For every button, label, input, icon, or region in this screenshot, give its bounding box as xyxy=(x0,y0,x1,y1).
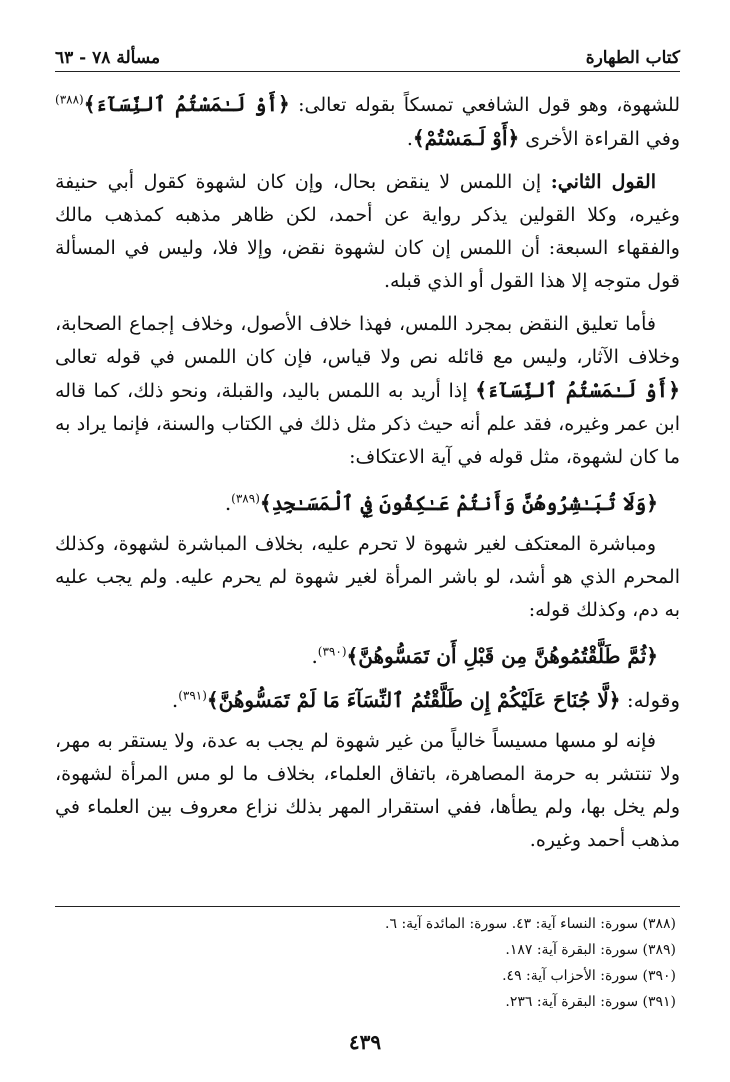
section-lead: القول الثاني: xyxy=(550,171,656,193)
quran-verse: ﴿أَوْ لَـمَسْتُمْ﴾ xyxy=(412,126,520,150)
verse-line-390 xyxy=(55,637,680,675)
quran-verse: ﴿ثُمَّ طَلَّقْتُمُوهُنَّ مِن قَبْلِ أَن تَمَسُّوهُنَّ﴾ xyxy=(346,644,658,668)
footnote-ref[interactable]: (٣٩٠) xyxy=(317,644,347,659)
paragraph-text: للشهوة، وهو قول الشافعي تمسكاً بقوله تعالى: xyxy=(289,94,680,116)
quran-verse: ﴿لَّا جُنَاحَ عَلَيْكُمْ إِن طَلَّقْتُمُ ٱلنِّسَآءَ مَا لَمْ تَمَسُّوهُنَّ﴾ xyxy=(206,688,621,712)
paragraph-text: فأما تعليق النقض بمجرد اللمس، فهذا خلاف الأصول، وخلاف إجماع الصحابة، وخلاف الآثار، وليس مع قائله نص ولا قياس، فإن كان اللمس في قوله تعالى xyxy=(55,313,680,368)
verse-line-389 xyxy=(55,484,680,522)
footnote-ref[interactable]: (٣٨٩) xyxy=(231,491,260,506)
quran-verse: ﴿وَلَا تُبَـٰشِرُوهُنَّ وَأَنتُمْ عَـٰكِفُونَ فِي ٱلْمَسَـٰجِدِ﴾ xyxy=(259,491,658,515)
paragraph-text: وفي القراءة الأخرى xyxy=(519,128,680,150)
paragraph-4: ومباشرة المعتكف لغير شهوة لا تحرم عليه، بخلاف المباشرة لشهوة، وكذلك المحرم الذي هو أشد، لو باشر المرأة لغير شهوة لم يحرم عليه. ولم يجب عليه به دم، وكذلك قوله: xyxy=(55,533,680,621)
main-text xyxy=(55,88,680,867)
footnote-ref[interactable]: (٣٨٨) xyxy=(55,92,84,107)
verse-intro: وقوله: xyxy=(620,688,680,712)
running-header xyxy=(55,38,680,72)
verse-end: . xyxy=(171,688,179,712)
verse-end: . xyxy=(311,644,318,668)
footnotes xyxy=(55,906,680,1015)
footnote-388: (٣٨٨) سورة: النساء آية: ٤٣. سورة: المائدة آية: ٦. xyxy=(385,916,676,932)
paragraph-text: . xyxy=(406,128,413,150)
footnote-390: (٣٩٠) سورة: الأحزاب آية: ٤٩. xyxy=(502,968,676,984)
paragraph-5: فإنه لو مسها مسيساً خالياً من غير شهوة لم يجب به عدة، ولا يستقر به مهر، ولا تنتشر به حرمة المصاهرة، باتفاق العلماء، بخلاف ما لو مس المرأة لشهوة، ولم يخل بها، ولم يطأها، ففي استقرار المهر بذلك نزاع معروف بين العلماء في مذهب أحمد وغيره. xyxy=(55,730,680,851)
quran-verse: ﴿أَوْ لَـٰمَسْتُمُ ٱلنِّسَآءَ﴾ xyxy=(83,92,290,116)
footnote-ref[interactable]: (٣٩١) xyxy=(178,688,207,703)
paragraph-text: إذا أريد به اللمس باليد، والقبلة، ونحو ذلك، كما قاله ابن عمر وغيره، فقد علم أنه حيث ذكر مثل ذلك في الكتاب والسنة، فإنما يراد به ما كان لشهوة، مثل قوله في آية الاعتكاف: xyxy=(55,380,680,468)
header-book-title: كتاب الطهارة xyxy=(585,48,680,68)
header-issue-range: مسألة ٧٨ - ٦٣ xyxy=(55,48,161,68)
paragraph-text: إن اللمس لا ينقض بحال، وإن كان لشهوة كقول أبي حنيفة وغيره، وكلا القولين يذكر رواية عن أحمد، لكن ظاهر مذهبه كمذهب مالك والفقهاء السبعة: أن اللمس إن كان لشهوة نقض، وإلا فلا، وليس في المسألة قول متوجه إلا هذا القول أو الذي قبله. xyxy=(55,171,680,292)
footnote-391: (٣٩١) سورة: البقرة آية: ٢٣٦. xyxy=(505,994,676,1010)
paragraph-1 xyxy=(55,88,680,156)
verse-line-391 xyxy=(55,681,680,719)
footnote-389: (٣٨٩) سورة: البقرة آية: ١٨٧. xyxy=(505,942,676,958)
quran-verse: ﴿أَوْ لَـٰمَسْتُمُ ٱلنِّسَآءَ﴾ xyxy=(475,378,680,402)
paragraph-2 xyxy=(55,166,680,298)
paragraph-3 xyxy=(55,308,680,474)
verse-end: . xyxy=(224,491,232,515)
page-number: ٤٣٩ xyxy=(348,1030,382,1054)
